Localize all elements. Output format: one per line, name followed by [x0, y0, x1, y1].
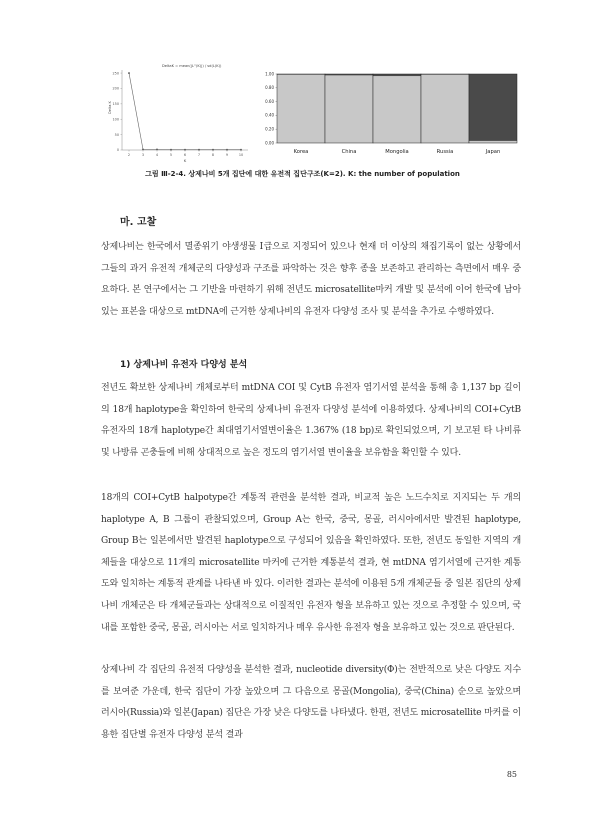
delta-k-point: [240, 149, 242, 151]
structure-population-label: Korea: [293, 149, 309, 155]
paragraph-1: 상제나비는 한국에서 멸종위기 야생생물 Ⅰ급으로 지정되어 있으나 현재 더 이상의 채집기록이 없는 상황에서 그들의 과거 유전적 개체군의 다양성과 구조를 파악하는 것은 향후 종을 보존하고 관리하는 측면에서 매우 중요하다. 본 연구에서는 그 기반을 마련하기 위해 전년도 microsatellite마커 개발 및 분석에 이어 한국에 남아있는 표본을 대상으로 mtDNA에 근거한 상제나비의 유전자 다양성 조사 및 분석을 추가로 수행하였다.: [101, 242, 521, 317]
delta-k-point: [128, 72, 130, 74]
delta-k-point: [226, 149, 228, 151]
delta-k-line: [129, 73, 241, 150]
structure-population-label: Russia: [436, 149, 454, 155]
delta-k-ytick-label: 100: [112, 117, 119, 122]
structure-plot: [265, 71, 517, 155]
delta-k-plot: [108, 64, 248, 163]
delta-k-title: DeltaK = mean(|L''(K)|) / sd(L(K)): [162, 64, 222, 68]
figure: [100, 58, 520, 168]
structure-bar-cluster2: [469, 74, 517, 141]
delta-k-xlabel: K: [183, 159, 187, 163]
subsection-heading: 1) 상제나비 유전자 다양성 분석: [120, 360, 248, 370]
delta-k-ylabel: Delta K: [108, 101, 112, 114]
delta-k-xtick-label: 6: [183, 153, 187, 157]
delta-k-ytick-label: 50: [114, 132, 119, 137]
structure-ytick-label: 0.40: [265, 112, 274, 118]
structure-ytick-label: 0.60: [265, 98, 274, 104]
structure-bar-cluster1: [421, 75, 469, 143]
paragraph-2: 전년도 확보한 상제나비 개체로부터 mtDNA COI 및 CytB 유전자 염기서열 분석을 통해 총 1,137 bp 길이의 18개 haplotype을 확인하여 한국의 상제나비 유전자 다양성 분석에 이용하였다. 상제나비의 COI+CytB 유전자의 18개 haplotype간 최대염기서열변이율은 1.367% (18 bp)로 확인되었으며, 기 보고된 타 나비류 및 나방류 곤충들에 비해 상대적으로 높은 정도의 염기서열 변이율을 보유함을 확인할 수 있다.: [101, 383, 521, 458]
delta-k-point: [212, 149, 214, 151]
delta-k-xtick-label: 9: [225, 153, 229, 157]
paragraph-4: 상제나비 각 집단의 유전적 다양성을 분석한 결과, nucleotide diversity(Φ)는 전반적으로 낮은 다양도 지수를 보여준 가운데, 한국 집단이 가장 높았으며 그 다음으로 몽골(Mongolia), 중국(China) 순으로 높았으며 러시아(Russia)와 일본(Japan) 집단은 가장 낮은 다양도를 나타냈다. 한편, 전년도 microsatellite 마커를 이용한 집단별 유전자 다양성 분석 결과: [101, 665, 521, 740]
delta-k-point: [184, 149, 186, 151]
delta-k-ytick-label: 0: [116, 148, 119, 153]
delta-k-xtick-label: 2: [127, 153, 131, 157]
delta-k-xtick-label: 10: [238, 153, 244, 157]
delta-k-xtick-label: 3: [141, 153, 145, 157]
delta-k-ytick-label: 150: [112, 102, 119, 107]
figure-caption: 그림 Ⅲ-2-4. 상제나비 5개 집단에 대한 유전적 집단구조(K=2). K: the number of population: [145, 170, 460, 178]
structure-ytick-label: 0.20: [265, 126, 274, 132]
structure-bar-cluster1: [325, 75, 373, 143]
structure-bar-cluster2: [373, 74, 421, 76]
structure-ytick-label: 0.00: [265, 140, 274, 146]
section-heading: 마. 고찰: [120, 217, 157, 228]
structure-ytick-label: 1.00: [265, 71, 274, 77]
structure-bar-cluster1: [373, 76, 421, 143]
structure-population-label: Japan: [485, 149, 501, 155]
structure-population-label: China: [341, 149, 357, 155]
page-number: 85: [506, 770, 517, 779]
delta-k-ytick-label: 250: [112, 71, 119, 76]
paragraph-3: 18개의 COI+CytB halpotype간 계통적 관련을 분석한 결과, 비교적 높은 노드수치로 지지되는 두 개의 haplotype A, B 그룹이 관찰되었으며, Group A는 한국, 중국, 몽골, 러시아에서만 발견된 haplotype, Group B는 일본에서만 발견된 haplotype으로 구성되어 있음을 확인하였다. 또한, 전년도 동일한 지역의 개체들을 대상으로 11개의 microsatellite 마커에 근거한 계통분석 결과, 현 mtDNA 염기서열에 근거한 계통도와 일치하는 계통적 관계를 나타낸 바 있다. 이러한 결과는 분석에 이용된 5개 개체군들 중 일본 집단의 상제나비 개체군은 타 개체군들과는 상대적으로 이질적인 유전자 형을 보유하고 있는 것으로 추정할 수 있으며, 국내를 포함한 중국, 몽골, 러시아는 서로 일치하거나 매우 유사한 유전자 형을 보유하고 있는 것으로 판단된다.: [101, 493, 521, 633]
delta-k-xtick-label: 7: [197, 153, 201, 157]
structure-bar-cluster1: [469, 141, 517, 143]
delta-k-point: [170, 149, 172, 151]
delta-k-xtick-label: 5: [169, 153, 173, 157]
structure-population-label: Mongolia: [385, 149, 409, 155]
delta-k-xtick-label: 4: [155, 153, 159, 157]
delta-k-xtick-label: 8: [211, 153, 215, 157]
structure-bar-cluster1: [277, 75, 325, 143]
structure-ytick-label: 0.80: [265, 85, 274, 91]
delta-k-point: [198, 149, 200, 151]
delta-k-point: [142, 148, 144, 150]
delta-k-ytick-label: 200: [112, 86, 119, 91]
delta-k-point: [156, 148, 158, 150]
